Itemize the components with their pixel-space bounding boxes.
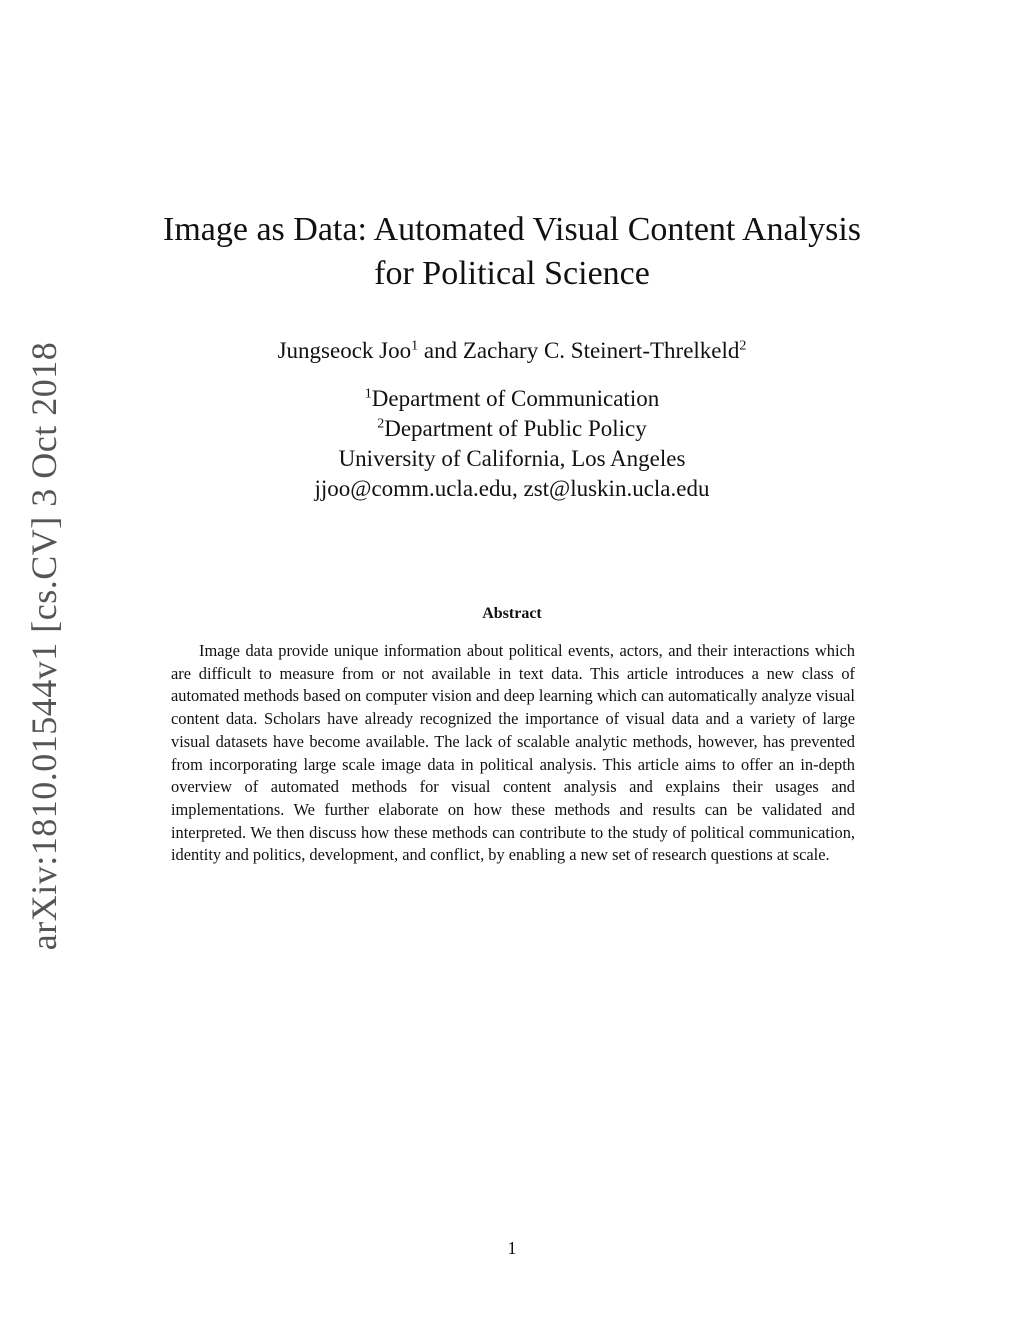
title-line-1: Image as Data: Automated Visual Content Analysis — [163, 211, 861, 248]
author-name: Jungseock Joo — [277, 338, 412, 363]
abstract-heading: Abstract — [482, 605, 542, 622]
affiliation-marker: 1 — [411, 338, 419, 354]
title-line-2: for Political Science — [374, 255, 650, 292]
university-name: University of California, Los Angeles — [338, 446, 686, 471]
author-conjunction: and — [418, 338, 463, 363]
affiliation-2 — [130, 414, 894, 444]
author-list — [130, 336, 894, 366]
paper-title — [130, 208, 894, 296]
affiliation-marker: 2 — [377, 416, 385, 432]
affiliation-1 — [130, 384, 894, 414]
arxiv-identifier-stamp[interactable]: arXiv:1810.01544v1 [cs.CV] 3 Oct 2018 — [24, 341, 64, 951]
author-emails[interactable]: jjoo@comm.ucla.edu, zst@luskin.ucla.edu — [314, 476, 710, 501]
page-number: 1 — [507, 1238, 517, 1258]
abstract-text: Image data provide unique information about political events, actors, and their interactions which are difficult to measure from or not available in text data. This article introduces a new class of automated methods based on computer vision and deep learning which can automatically analyze visual content data. Scholars have already recognized the importance of visual data and a variety of large visual datasets have become available. The lack of scalable analytic methods, however, has prevented from incorporating large scale image data in political analysis. This article aims to offer an in-depth overview of automated methods for visual content analysis and explains their usages and implementations. We further elaborate on how these methods and results can be validated and interpreted. We then discuss how these methods can contribute to the study of political communication, identity and politics, development, and conflict, by enabling a new set of research questions at scale. — [171, 641, 855, 865]
affiliation-marker: 1 — [364, 386, 372, 402]
affiliation-block — [130, 384, 894, 504]
author-name: Zachary C. Steinert-Threlkeld — [462, 338, 740, 363]
affiliation-2-label: Department of Public Policy — [384, 416, 647, 441]
affiliation-1-label: Department of Communication — [371, 386, 660, 411]
affiliation-marker: 2 — [739, 338, 747, 354]
